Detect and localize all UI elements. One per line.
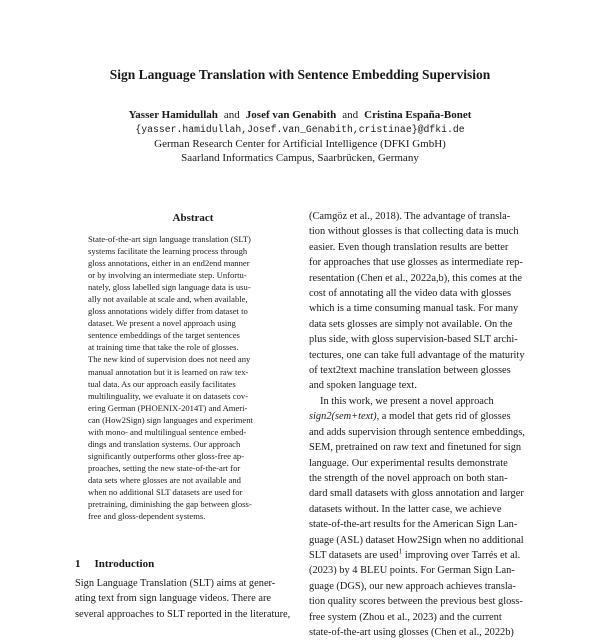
body-line: dard small datasets with gloss annotation and larger bbox=[309, 488, 524, 500]
body-line: easier. Even though translation results are better bbox=[309, 241, 509, 253]
abstract-line: systems facilitate the learning process through bbox=[88, 246, 248, 257]
body-line: and adds supervision through sentence embeddings, bbox=[309, 426, 525, 438]
body-line: state-of-the-art results for the American Sign Lan- bbox=[309, 519, 518, 531]
body-line: tion quality scores between the previous best gloss- bbox=[309, 596, 523, 608]
abstract-line: State-of-the-art sign language translation (SLT) bbox=[88, 234, 251, 244]
abstract-line: gloss annotations widely differ from dataset to bbox=[88, 306, 248, 317]
abstract-line: at training time that take the role of glosses. bbox=[88, 342, 239, 353]
abstract-line: tual data. As our approach easily facilitates bbox=[88, 378, 236, 389]
body-line: tectures, one can take full advantage of the maturity bbox=[309, 349, 525, 361]
body-text: SLT datasets are used bbox=[309, 549, 399, 561]
abstract-line: free and gloss-dependent systems. bbox=[88, 511, 206, 522]
body-line: datasets without. In the latter case, we achieve bbox=[309, 503, 502, 515]
author-1: Yasser Hamidullah bbox=[128, 109, 218, 121]
author-list bbox=[0, 109, 600, 121]
body-line: several approaches to SLT reported in the literature, bbox=[75, 608, 291, 620]
abstract-line: The new kind of supervision does not need any bbox=[88, 354, 251, 365]
body-line: language. Our experimental results demonstrate bbox=[309, 457, 508, 469]
body-line: of text2text machine translation between glosses bbox=[309, 365, 511, 377]
footnote-marker[interactable]: 1 bbox=[398, 547, 403, 556]
body-line: the strength of the novel approach on both stan- bbox=[309, 472, 508, 484]
abstract-line: significantly outperforms other gloss-free ap- bbox=[88, 450, 245, 461]
abstract-body bbox=[88, 233, 298, 522]
section-heading-introduction bbox=[75, 558, 154, 570]
abstract-line: sentence embeddings of the target sentences bbox=[88, 330, 240, 341]
abstract-line: multilinguality, we evaluate it on datasets cov- bbox=[88, 390, 249, 401]
body-line: In this work, we present a novel approach bbox=[320, 395, 494, 407]
author-emails: {yasser.hamidullah,Josef.van_Genabith,cristinae}@dfki.de bbox=[135, 124, 465, 135]
abstract-line: with mono- and multilingual sentence embed- bbox=[88, 426, 247, 437]
body-line bbox=[309, 548, 537, 563]
body-line: ating text from sign language videos. There are bbox=[75, 593, 272, 605]
body-line: tion without glosses is that collecting data is much bbox=[309, 226, 519, 238]
body-line: guage (ASL) dataset How2Sign when no additional bbox=[309, 534, 524, 546]
body-text: , a model that gets rid of glosses bbox=[376, 411, 511, 423]
abstract-line: or by involving an intermediate step. Unfortu- bbox=[88, 270, 247, 281]
model-name: sign2(sem+text) bbox=[309, 411, 377, 423]
author-3: Cristina España-Bonet bbox=[364, 109, 472, 121]
abstract-heading: Abstract bbox=[172, 212, 214, 224]
and-separator: and bbox=[223, 109, 240, 121]
body-line: plus side, with gloss supervision-based SLT archi- bbox=[309, 334, 518, 346]
abstract-line: nately, gloss labelled sign language data is usu- bbox=[88, 282, 251, 293]
body-line: which is a time consuming manual task. For many bbox=[309, 303, 519, 315]
section-title: Introduction bbox=[94, 558, 155, 570]
body-line: guage (DGS), our new approach achieves transla- bbox=[309, 580, 516, 592]
author-2: Josef van Genabith bbox=[245, 109, 337, 121]
affiliation-line-1: German Research Center for Artificial Intelligence (DFKI GmbH) bbox=[154, 138, 446, 150]
body-line: Sign Language Translation (SLT) aims at gener- bbox=[75, 578, 276, 589]
body-line: SEM, pretrained on raw text and finetuned for sign bbox=[309, 442, 522, 454]
body-line bbox=[309, 409, 537, 424]
abstract-line: gloss annotations, either in an end2end manner bbox=[88, 258, 250, 269]
body-line: resentation (Chen et al., 2022a,b), this comes at the bbox=[309, 272, 522, 284]
body-line: (2023) by 4 BLEU points. For German Sign Lan- bbox=[309, 565, 515, 577]
abstract-line: proaches, setting the new state-of-the-art for bbox=[88, 462, 241, 473]
abstract-line: ally not available at scale and, when available, bbox=[88, 294, 248, 305]
body-line: state-of-the-art using glosses (Chen et al., 2022b) bbox=[309, 626, 514, 638]
abstract-line: dataset. We present a novel approach using bbox=[88, 318, 236, 329]
abstract-line: manual annotation but it is learned on raw tex- bbox=[88, 366, 249, 377]
abstract-line: dings and translation systems. Our approach bbox=[88, 438, 241, 449]
right-column-body bbox=[309, 209, 537, 640]
affiliation-line-2: Saarland Informatics Campus, Saarbrücken, Germany bbox=[181, 152, 419, 164]
abstract-line: when no additional SLT datasets are used for bbox=[88, 486, 243, 497]
body-line: cost of annotating all the video data with glosses bbox=[309, 288, 511, 300]
body-line: data sets glosses are simply not available. On the bbox=[309, 318, 513, 330]
body-line: free system (Zhou et al., 2023) and the current bbox=[309, 611, 502, 623]
and-separator: and bbox=[342, 109, 359, 121]
abstract-line: can (How2Sign) sign languages and experiment bbox=[88, 414, 253, 425]
abstract-line: pretraining, diminishing the gap between gloss- bbox=[88, 499, 252, 510]
body-line: for approaches that use glosses as intermediate rep- bbox=[309, 257, 523, 269]
body-text: improving over Tarrés et al. bbox=[402, 549, 521, 561]
body-line: and spoken language text. bbox=[309, 380, 417, 392]
abstract-line: data sets where glosses are not available and bbox=[88, 474, 241, 485]
introduction-body bbox=[75, 576, 303, 622]
body-line: (Camgöz et al., 2018). The advantage of transla- bbox=[309, 211, 511, 222]
section-number: 1 bbox=[75, 558, 81, 570]
paper-title: Sign Language Translation with Sentence Embedding Supervision bbox=[109, 67, 491, 82]
abstract-line: ering German (PHOENIX-2014T) and Ameri- bbox=[88, 402, 248, 413]
